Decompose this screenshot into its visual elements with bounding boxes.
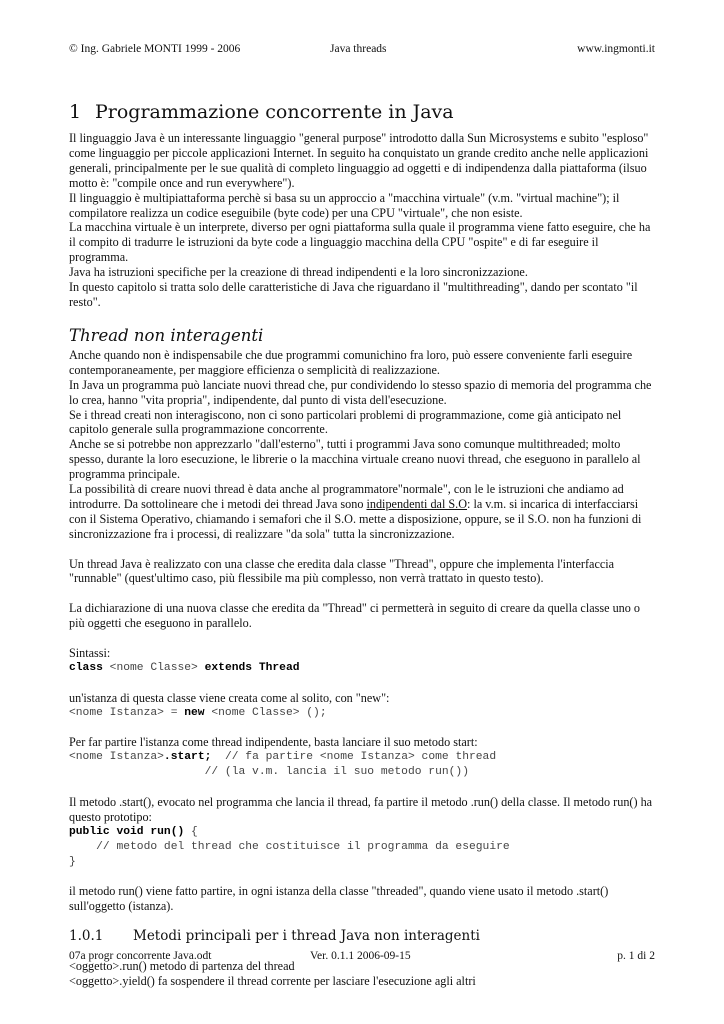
page-footer [69, 950, 655, 966]
paragraph: il metodo run() viene fatto partire, in ogni istanza della classe "threaded", quando viene usato il metodo .start() sull'oggetto (istanza). [69, 884, 609, 914]
document-body [69, 100, 655, 989]
code-text: <nome Classe> (); [204, 706, 327, 719]
section-3-heading [69, 928, 655, 945]
paragraph: Anche quando non è indispensabile che due programmi comunichino fra loro, può essere conveniente farli eseguire contemporaneamente, per maggiore efficienza o semplicità di realizzazione. [69, 347, 633, 377]
paragraph: Se i thread creati non interagiscono, non ci sono particolari problemi di programmazione, come già anticipato nel capitolo generale sulla programmazione concorrente. [69, 407, 622, 437]
paragraph: Un thread Java è realizzato con una classe che eredita dala classe "Thread", oppure che implementa l'interfaccia "runnable" (quest'ultimo caso, più flessibile ma più complesso, non verrà trattato in questo testo). [69, 556, 615, 586]
header-title: Java threads [330, 43, 387, 55]
code-new-instance [69, 706, 655, 721]
paragraph: Anche se si potrebbe non apprezzarlo "dall'esterno", tutti i programmi Java sono comunque multithreaded; molto spesso, durante la loro esecuzione, le librerie o la macchina virtuale creano nuovi thread, che eseguono in parallelo al programma principale. [69, 437, 641, 482]
paragraph: La dichiarazione di una nuova classe che eredita da "Thread" ci permetterà in seguito di creare da quella classe uno o più oggetti che eseguono in parallelo. [69, 601, 640, 631]
underlined-text: indipendenti dal S.O [366, 496, 468, 511]
code-keyword: .start; [163, 751, 212, 764]
paragraph: Java ha istruzioni specifiche per la creazione di thread indipendenti e la loro sincronizzazione. [69, 265, 528, 280]
code-start-call [69, 750, 655, 765]
code-text: <nome Istanza> = [69, 706, 185, 719]
section-1-title: Programmazione concorrente in Java [95, 101, 454, 123]
code-keyword: public void run() [69, 825, 185, 838]
header-copyright: © Ing. Gabriele MONTI 1999 - 2006 [69, 43, 241, 55]
paragraph [69, 482, 655, 542]
paragraph: Il metodo .start(), evocato nel programma che lancia il thread, fa partire il metodo .run() della classe. Il metodo run() ha questo prototipo: [69, 794, 653, 824]
header-website: www.ingmonti.it [577, 43, 655, 55]
paragraph: In Java un programma può lanciate nuovi thread che, pur condividendo lo stesso spazio di memoria del programma che lo crea, hanno "vita propria", indipendente, dal punto di vista dell'esecuzione. [69, 377, 652, 407]
list-item: <oggetto>.run() metodo di partenza del thread [69, 959, 295, 974]
list-item: <oggetto>.yield() fa sospendere il thread corrente per lasciare l'esecuzione agli altri [69, 974, 476, 989]
code-keyword: extends Thread [204, 661, 300, 674]
section-2-heading: Thread non interagenti [69, 325, 264, 345]
paragraph: In questo capitolo si tratta solo delle caratteristiche di Java che riguardano il "multithreading", dando per scontato "il resto". [69, 280, 638, 309]
code-text: <nome Classe> [102, 661, 205, 674]
text-run: La possibilità di creare nuovi thread è data anche al programmatore"normale", con le le istruzioni che andiamo ad introdurre. Da sottolineare che i metodi dei thread Java sono [69, 482, 624, 511]
paragraph: La macchina virtuale è un interprete, diverso per ogni piattaforma sulla quale il programma viene fatto eseguire, che ha il compito di tradurre le istruzioni da byte code a linguaggio macchina della CPU "ospite" e di far eseguire il programma. [69, 220, 651, 265]
footer-version: Ver. 0.1.1 2006-09-15 [310, 950, 411, 962]
section-1-number: 1 [69, 101, 82, 123]
code-start-comment: // (la v.m. lancia il suo metodo run()) [69, 766, 469, 779]
paragraph: un'istanza di questa classe viene creata come al solito, con "new": [69, 690, 390, 705]
code-text: { [184, 825, 198, 838]
code-keyword: new [184, 706, 205, 719]
code-run-close: } [69, 855, 76, 868]
paragraph: Il linguaggio Java è un interessante linguaggio "general purpose" introdotto dalla Sun Microsystems e subito "esploso" come linguaggio per piccole applicazioni Internet. In seguito ha conquistato un grande credito anche nelle applicazioni generali, principalmente per le sue qualità di completo linguaggio ad oggetti e di indipendenza dalla piattaforma (ilsuo motto è: "compile once and run everywhere"). [69, 131, 649, 190]
page-header [69, 43, 655, 59]
code-class-declaration [69, 661, 655, 676]
section-3-number: 1.0.1 [69, 928, 104, 945]
paragraph: Il linguaggio è multipiattaforma perchè si basa su un approccio a "macchina virtuale" (v.m. "virtual machine"); il compilatore realizza un codice eseguibile (byte code) per una CPU "virtuale", che non esiste. [69, 190, 620, 220]
code-keyword: class [69, 661, 103, 674]
code-comment: // fa partire <nome Istanza> come thread [211, 751, 497, 764]
section-1-heading [69, 100, 655, 124]
footer-filename: 07a progr concorrente Java.odt [69, 950, 212, 962]
text-run: : la v.m. si incarica di interfacciarsi con il Sistema Operativo, chiamando i semafori che il S.O. mette a disposizione, oppure, se il S.O. non ha funzioni di sincronizzazione fra i processi, di realizzare "da sola" tutta la sincronizzazione. [69, 496, 642, 541]
code-run-comment: // metodo del thread che costituisce il programma da eseguire [69, 840, 510, 853]
section-3-title: Metodi principali per i thread Java non interagenti [133, 928, 480, 945]
footer-page-number: p. 1 di 2 [617, 950, 655, 962]
code-run-prototype [69, 825, 655, 840]
syntax-label: Sintassi: [69, 645, 111, 660]
paragraph: Per far partire l'istanza come thread indipendente, basta lanciare il suo metodo start: [69, 735, 478, 750]
code-text: <nome Istanza> [69, 751, 164, 764]
